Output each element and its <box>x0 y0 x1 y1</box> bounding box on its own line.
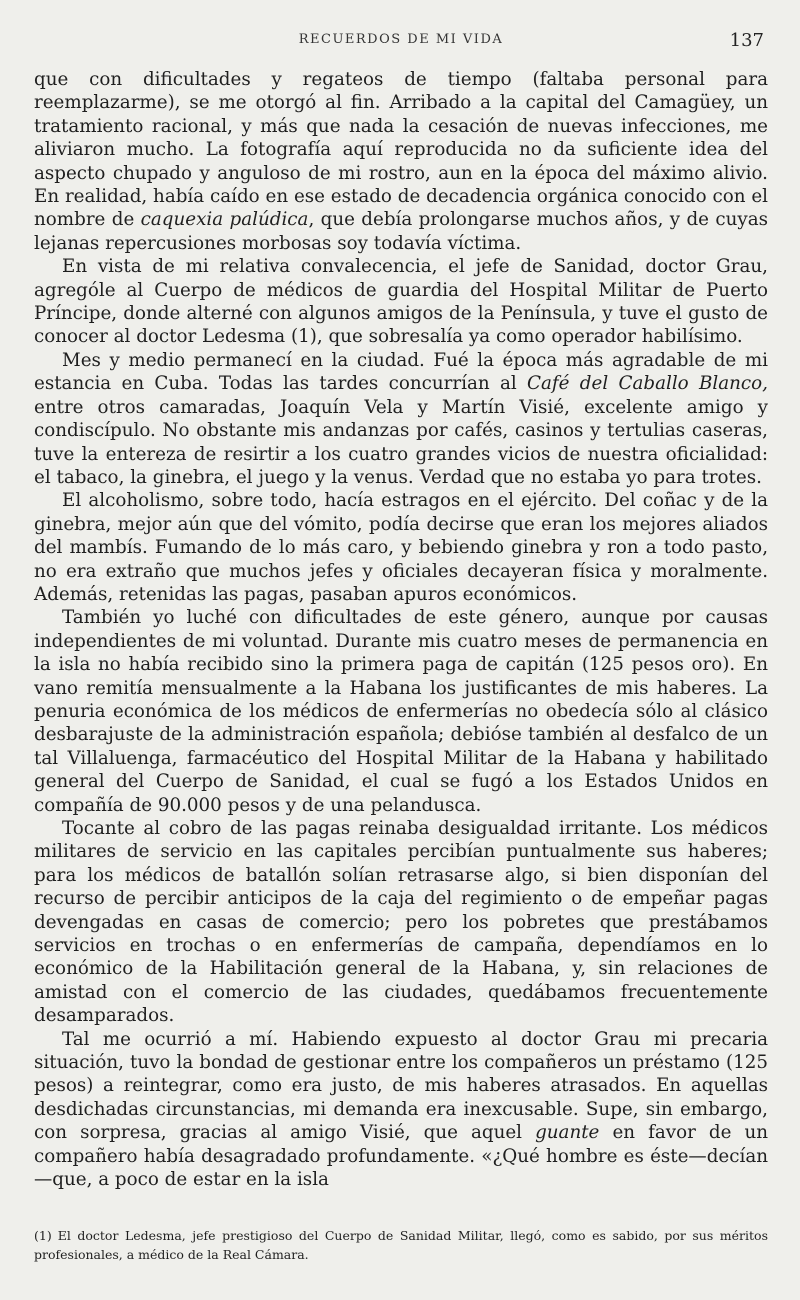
text-run: en favor de un compañero había desagradado profundamente. «¿Qué hombre es éste—decían—que, a poco de estar en la isla <box>34 1122 768 1191</box>
running-head: RECUERDOS DE MI VIDA <box>298 32 504 47</box>
text-run: Tal me ocurrió a mí. Habiendo expuesto al doctor Grau mi precaria situación, tuvo la bondad de gestionar entre los compañeros un préstamo (125 pesos) a reintegrar, como era justo, de mis haberes atrasados. En aquellas desdichadas circunstancias, mi demanda era inexcusable. Supe, sin embargo, con sorpresa, gracias al amigo Visié, que aquel <box>34 1028 768 1144</box>
text-run: Tocante al cobro de las pagas reinaba desigualdad irritante. Los médicos militares de servicio en las capitales percibían puntualmente sus haberes; para los médicos de batallón solían retrasarse algo, si bien disponían del recurso de percibir anticipos de la caja del regimiento o de empeñar pagas devengadas en casas de comercio; pero los pobretes que prestábamos servicios en trochas o en enfermerías de campaña, dependíamos en lo económico de la Habilitación general de la Habana, y, sin relaciones de amistad con el comercio de las ciudades, quedábamos frecuentemente desamparados. <box>34 818 768 1027</box>
italic-text: Café del Caballo Blanco, <box>527 373 768 395</box>
italic-text: caquexia palúdica <box>140 209 309 231</box>
paragraph <box>34 489 768 606</box>
page-header <box>34 28 768 68</box>
text-run: , que debía prolongarse muchos años, y de cuyas lejanas repercusiones morbosas soy todavía víctima. <box>34 209 768 254</box>
text-run: En vista de mi relativa convalecencia, el jefe de Sanidad, doctor Grau, agrególe al Cuerpo de médicos de guardia del Hospital Militar de Puerto Príncipe, donde alterné con algunos amigos de la Península, y tuve el gusto de conocer al doctor Ledesma (1), que sobresalía ya como operador habilísimo. <box>34 256 768 348</box>
italic-text: guante <box>535 1122 600 1144</box>
paragraph <box>34 606 768 817</box>
footnote-text: El doctor Ledesma, jefe prestigioso del Cuerpo de Sanidad Militar, llegó, como es sabido, por sus méritos profesionales, a médico de la Real Cámara. <box>34 1228 768 1262</box>
text-run: Mes y medio permanecí en la ciudad. Fué la época más agradable de mi estancia en Cuba. Todas las tardes concurrían al <box>34 349 768 395</box>
body-text <box>34 68 768 1192</box>
page-number: 137 <box>729 30 764 51</box>
paragraph <box>34 255 768 349</box>
text-run: El alcoholismo, sobre todo, hacía estragos en el ejército. Del coñac y de la ginebra, mejor aún que del vómito, podía decirse que eran los mejores aliados del mambís. Fumando de lo más caro, y bebiendo ginebra y ron a todo pasto, no era extraño que muchos jefes y oficiales decayeran física y moralmente. Además, retenidas las pagas, pasaban apuros económicos. <box>34 490 768 605</box>
paragraph <box>34 817 768 1028</box>
footnote-mark: (1) <box>34 1228 52 1243</box>
text-run: entre otros camaradas, Joaquín Vela y Martín Visié, excelente amigo y condiscípulo. No obstante mis andanzas por cafés, casinos y tertulias caseras, tuve la entereza de resirtir a los cuatro grandes vicios de nuestra oficialidad: el tabaco, la ginebra, el juego y la venus. Verdad que no estaba yo para trotes. <box>34 396 768 488</box>
paragraph <box>34 68 768 255</box>
footnote <box>34 1226 768 1264</box>
text-run: También yo luché con dificultades de este género, aunque por causas independientes de mi voluntad. Durante mis cuatro meses de permanencia en la isla no había recibido sino la primera paga de capitán (125 pesos oro). En vano remitía mensualmente a la Habana los justificantes de mis haberes. La penuria económica de los médicos de enfermerías no obedecía sólo al clásico desbarajuste de la administración española; debióse también al desfalco de un tal Villaluenga, farmacéutico del Hospital Militar de la Habana y habilitado general del Cuerpo de Sanidad, el cual se fugó a los Estados Unidos en compañía de 90.000 pesos y de una pelandusca. <box>34 607 768 816</box>
paragraph <box>34 1028 768 1192</box>
paragraph <box>34 349 768 489</box>
text-run: que con dificultades y regateos de tiempo (faltaba personal para reemplazarme), se me otorgó al fin. Arribado a la capital del Camagüey, un tratamiento racional, y más que nada la cesación de nuevas infecciones, me aliviaron mucho. La fotografía aquí reproducida no da suficiente idea del aspecto chupado y anguloso de mi rostro, aun en la época del máximo alivio. En realidad, había caído en ese estado de decadencia orgánica conocido con el nombre de <box>34 69 768 231</box>
